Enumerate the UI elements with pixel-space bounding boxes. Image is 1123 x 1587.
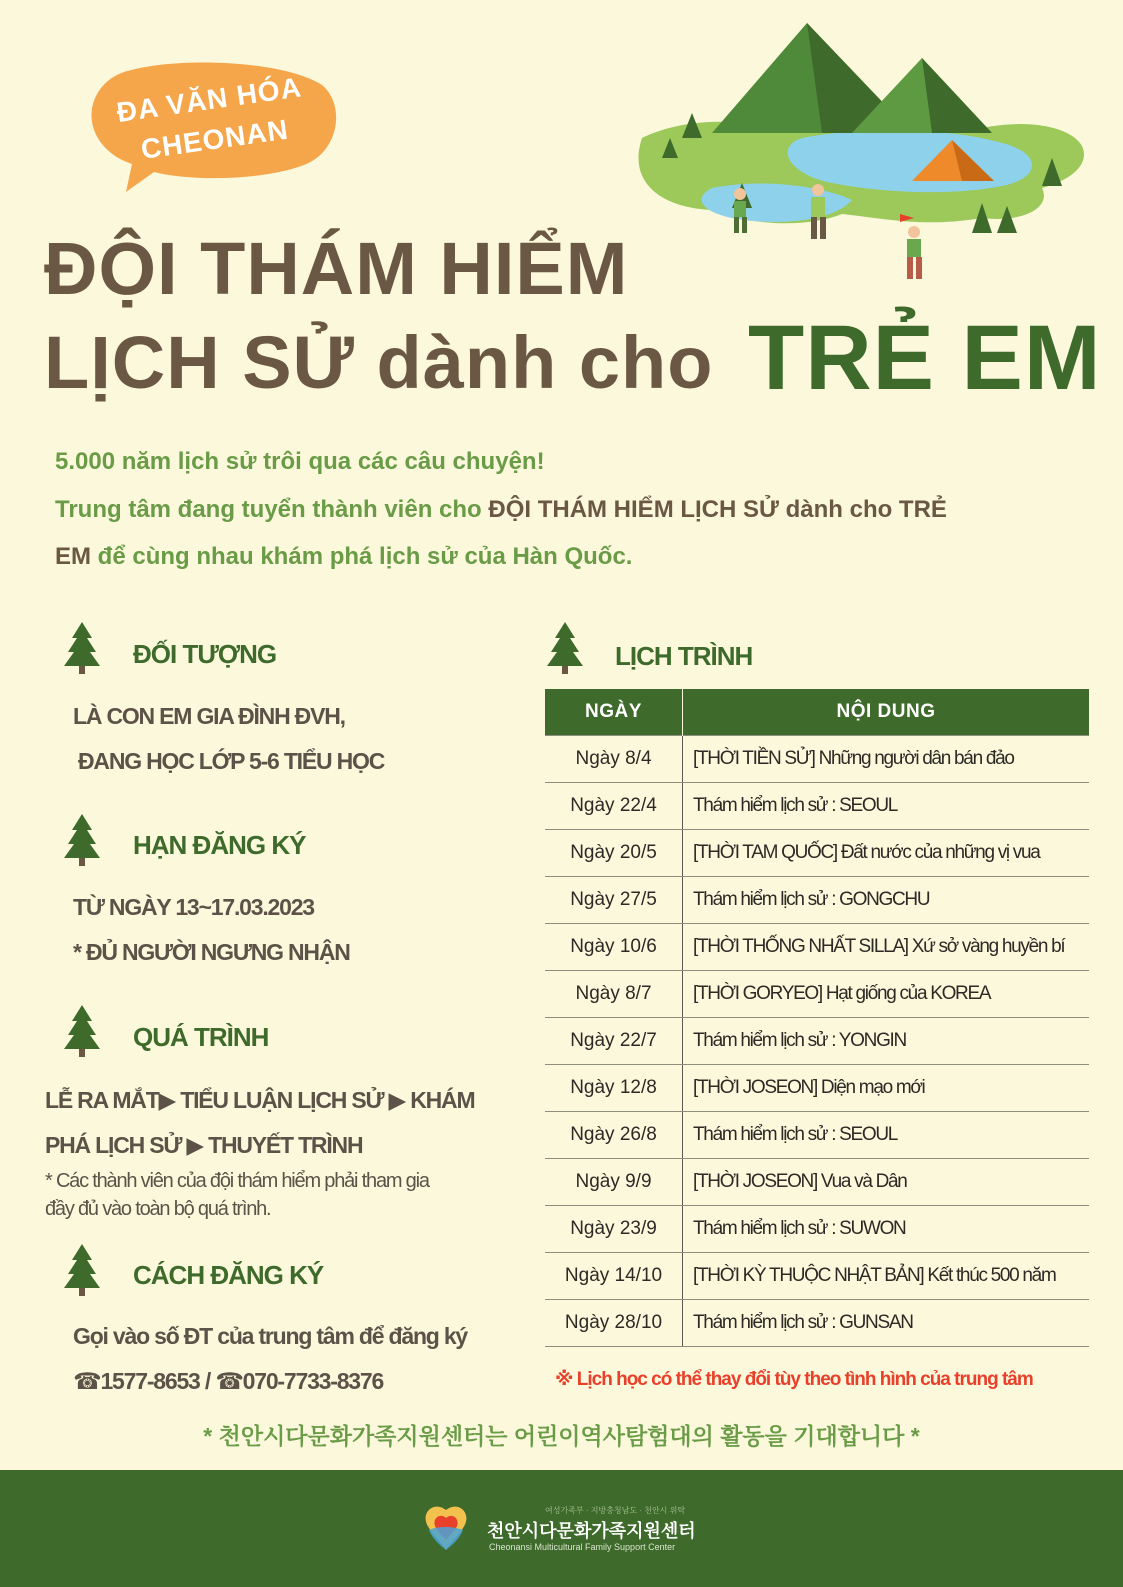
title-line-1: ĐỘI THÁM HIỂM [44, 227, 629, 310]
tree-icon [62, 1005, 102, 1057]
tree-icon [62, 814, 102, 866]
table-row [545, 971, 1089, 1018]
table-row [545, 736, 1089, 783]
table-cell-content: [THỜI THỐNG NHẤT SILLA] Xứ sở vàng huyền bí [683, 924, 1090, 971]
register-line-1: Gọi vào số ĐT của trung tâm để đăng ký [73, 1323, 468, 1349]
badge-line1: ĐA VĂN HÓA [114, 71, 304, 129]
table-row [545, 1112, 1089, 1159]
table-header-date: NGÀY [545, 689, 683, 736]
table-cell-date: Ngày 10/6 [545, 924, 683, 971]
process-note [45, 1167, 429, 1223]
section-heading-target: ĐỐI TƯỢNG [133, 639, 277, 669]
table-cell-content: Thám hiểm lịch sử : SEOUL [683, 783, 1090, 830]
process-line-2: PHÁ LỊCH SỬ ▶ THUYẾT TRÌNH [45, 1132, 363, 1158]
table-cell-content: Thám hiểm lịch sử : GUNSAN [683, 1300, 1090, 1347]
section-heading-deadline: HẠN ĐĂNG KÝ [133, 830, 306, 860]
table-header-content: NỘI DUNG [683, 689, 1090, 736]
table-cell-content: [THỜI JOSEON] Vua và Dân [683, 1159, 1090, 1206]
tree-icon [545, 622, 585, 674]
table-cell-date: Ngày 26/8 [545, 1112, 683, 1159]
intro-line-2-highlight: ĐỘI THÁM HIỂM LỊCH SỬ dành cho TRẺ [488, 496, 947, 523]
footer-org-name: 천안시다문화가족지원센터 [487, 1521, 696, 1541]
target-line-2: ĐANG HỌC LỚP 5-6 TIỂU HỌC [78, 748, 385, 774]
table-cell-date: Ngày 27/5 [545, 877, 683, 924]
target-line-1: LÀ CON EM GIA ĐÌNH ĐVH, [73, 703, 345, 729]
table-row [545, 1300, 1089, 1347]
table-cell-content: [THỜI TAM QUỐC] Đất nước của những vị vua [683, 830, 1090, 877]
table-cell-content: Thám hiểm lịch sử : SUWON [683, 1206, 1090, 1253]
table-cell-date: Ngày 8/7 [545, 971, 683, 1018]
section-heading-schedule: LỊCH TRÌNH [615, 641, 753, 671]
tree-icon [62, 622, 102, 674]
table-row [545, 924, 1089, 971]
table-row [545, 1065, 1089, 1112]
title-line-2: LỊCH SỬ dành cho [44, 321, 714, 404]
process-line-1: LỄ RA MẮT▶ TIỂU LUẬN LỊCH SỬ ▶ KHÁM [45, 1087, 475, 1113]
table-cell-content: Thám hiểm lịch sử : YONGIN [683, 1018, 1090, 1065]
title-highlight: TRẺ EM [748, 307, 1102, 409]
intro-line-3-highlight: EM [55, 543, 91, 570]
table-row [545, 1018, 1089, 1065]
intro-line-3-text: để cùng nhau khám phá lịch sử của Hàn Quốc. [91, 543, 633, 570]
center-logo-icon [423, 1500, 469, 1552]
table-row [545, 1253, 1089, 1300]
footer-org-small: 여성가족부 · 지방충청남도 · 천안시 위탁 [545, 1506, 686, 1515]
section-heading-process: QUÁ TRÌNH [133, 1022, 269, 1052]
section-heading-register: CÁCH ĐĂNG KÝ [133, 1260, 324, 1290]
table-row [545, 877, 1089, 924]
intro-line-2 [55, 496, 1065, 524]
deadline-line-2: * ĐỦ NGƯỜI NGƯNG NHẬN [73, 939, 350, 965]
table-cell-date: Ngày 12/8 [545, 1065, 683, 1112]
tree-icon [62, 1244, 102, 1296]
table-cell-date: Ngày 22/7 [545, 1018, 683, 1065]
table-cell-date: Ngày 8/4 [545, 736, 683, 783]
closing-message: * 천안시다문화가족지원센터는 어린이역사탐험대의 활동을 기대합니다 * [203, 1423, 920, 1449]
register-phones[interactable]: ☎1577-8653 / ☎070-7733-8376 [73, 1368, 384, 1394]
hiking-illustration [622, 18, 1092, 293]
table-cell-content: [THỜI JOSEON] Diện mạo mới [683, 1065, 1090, 1112]
intro-line-2-text: Trung tâm đang tuyển thành viên cho [55, 496, 489, 523]
intro-line-3 [55, 543, 1065, 571]
footer-org-english: Cheonansi Multicultural Family Support Center [489, 1542, 676, 1552]
table-body [545, 736, 1089, 1347]
table-row [545, 1159, 1089, 1206]
badge-line2: CHEONAN [138, 113, 291, 165]
process-note-line-2: đầy đủ vào toàn bộ quá trình. [45, 1198, 271, 1220]
deadline-line-1: TỪ NGÀY 13~17.03.2023 [73, 894, 314, 920]
table-cell-content: [THỜI GORYEO] Hạt giống của KOREA [683, 971, 1090, 1018]
table-row [545, 783, 1089, 830]
table-row [545, 830, 1089, 877]
table-cell-date: Ngày 22/4 [545, 783, 683, 830]
schedule-table [545, 689, 1089, 1347]
table-header-row [545, 689, 1089, 736]
table-cell-content: Thám hiểm lịch sử : SEOUL [683, 1112, 1090, 1159]
intro-line-1: 5.000 năm lịch sử trôi qua các câu chuyện! [55, 448, 545, 475]
process-note-line-1: * Các thành viên của đội thám hiểm phải tham gia [45, 1170, 429, 1192]
table-cell-content: Thám hiểm lịch sử : GONGCHU [683, 877, 1090, 924]
table-cell-date: Ngày 23/9 [545, 1206, 683, 1253]
table-cell-content: [THỜI KỲ THUỘC NHẬT BẢN] Kết thúc 500 năm [683, 1253, 1090, 1300]
table-cell-date: Ngày 20/5 [545, 830, 683, 877]
table-cell-date: Ngày 9/9 [545, 1159, 683, 1206]
schedule-note: ※ Lịch học có thể thay đổi tùy theo tình hình của trung tâm [555, 1369, 1033, 1390]
table-cell-content: [THỜI TIỀN SỬ] Những người dân bán đảo [683, 736, 1090, 783]
table-cell-date: Ngày 28/10 [545, 1300, 683, 1347]
table-cell-date: Ngày 14/10 [545, 1253, 683, 1300]
table-row [545, 1206, 1089, 1253]
